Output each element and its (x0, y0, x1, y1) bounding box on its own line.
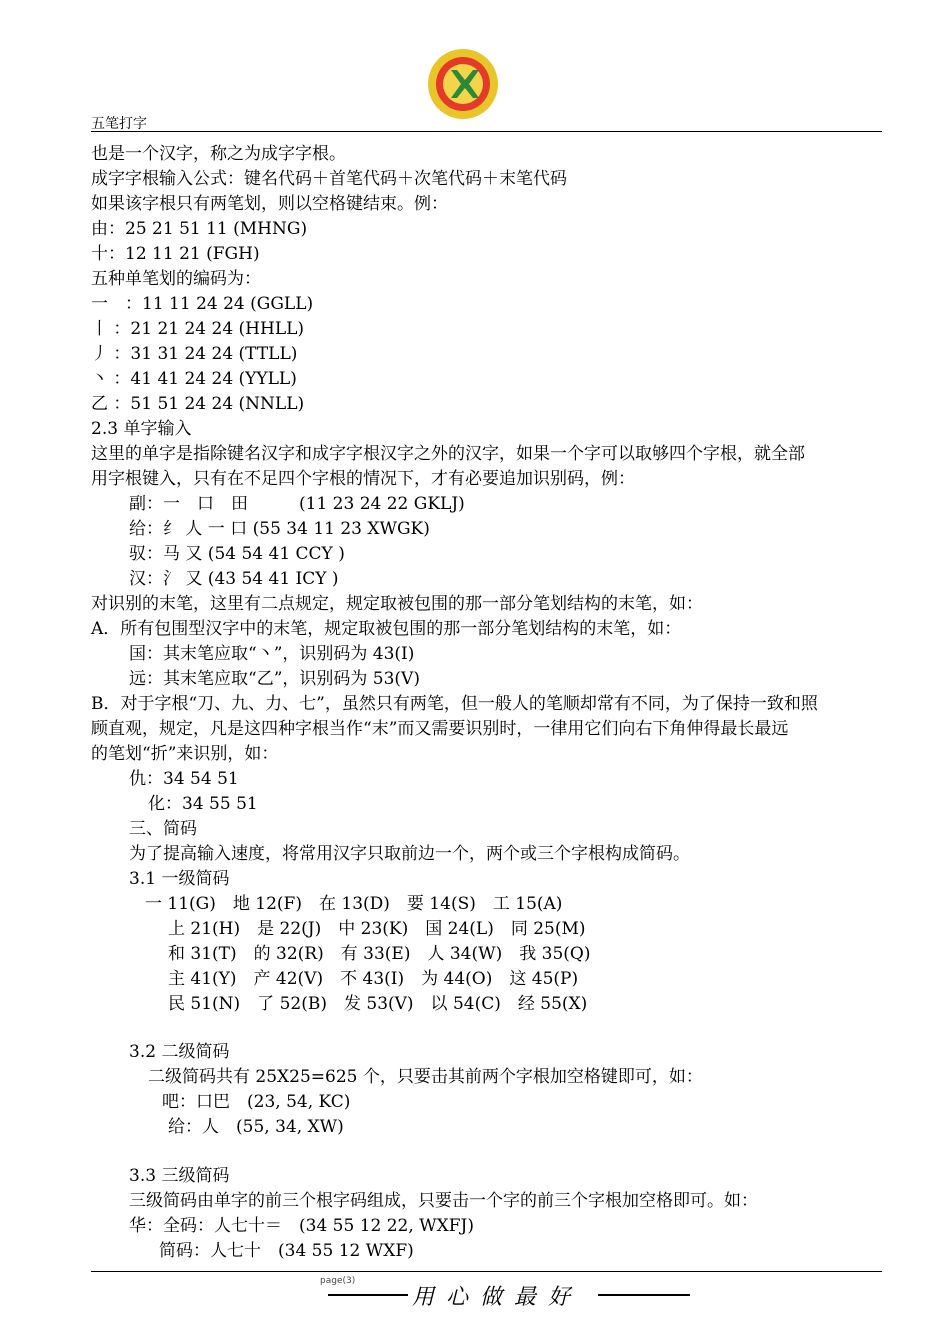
code-table-row: 上 21(H) 是 22(J) 中 23(K) 国 24(L) 同 25(M) (168, 919, 586, 939)
text-line: 对识别的末笔，这里有二点规定，规定取被包围的那一部分笔划结构的末笔，如： (91, 594, 703, 614)
text-line: 仇：34 54 51 (129, 769, 239, 789)
header-title: 五笔打字 (91, 116, 147, 132)
footer-rule-right (598, 1294, 690, 1296)
text-line: 给：纟 人 一 口 (55 34 11 23 XWGK) (129, 519, 430, 539)
code-table-row: 民 51(N) 了 52(B) 发 53(V) 以 54(C) 经 55(X) (168, 994, 588, 1014)
text-line: 为了提高输入速度，将常用汉字只取前边一个，两个或三个字根构成简码。 (129, 844, 690, 864)
text-line: 乙 ：51 51 24 24 (NNLL) (91, 394, 305, 414)
text-line: 三级简码由单字的前三个根字码组成，只要击一个字的前三个字根加空格即可。如： (129, 1191, 758, 1211)
text-line: 汉：氵 又 (43 54 41 ICY ) (129, 569, 339, 589)
text-line: 驭：马 又 (54 54 41 CCY ) (129, 544, 345, 564)
text-line: 顾直观，规定，凡是这四种字根当作“末”而又需要识别时，一律用它们向右下角伸得最长最远 (91, 719, 789, 739)
text-line: 丶 ：41 41 24 24 (YYLL) (91, 369, 297, 389)
text-line: 华：全码：人七十＝ (34 55 12 22, WXFJ) (129, 1216, 474, 1236)
text-line: 由：25 21 51 11 (MHNG) (91, 219, 308, 239)
text-line: 国：其末笔应取“丶”，识别码为 43(I) (129, 644, 415, 664)
text-line: 二级简码共有 25X25=625 个，只要击其前两个字根加空格键即可，如： (148, 1067, 703, 1087)
text-line: 的笔划“折”来识别，如： (91, 744, 279, 764)
school-logo (427, 48, 499, 120)
text-line: 五种单笔划的编码为： (91, 269, 261, 289)
code-table-row: 主 41(Y) 产 42(V) 不 43(I) 为 44(O) 这 45(P) (168, 969, 579, 989)
text-line: 化：34 55 51 (148, 794, 258, 814)
text-line: 副：一 口 田 (11 23 24 22 GKLJ) (129, 494, 465, 514)
text-line: 简码：人七十 (34 55 12 WXF) (159, 1241, 414, 1261)
text-line: 给：人 (55, 34, XW) (168, 1117, 344, 1137)
footer-rule-left (328, 1294, 408, 1296)
section-heading: 3.2 二级简码 (129, 1042, 230, 1062)
text-line: B．对于字根“刀、九、力、七”，虽然只有两笔，但一般人的笔顺却常有不同，为了保持一致和照 (91, 694, 818, 714)
text-line: 丿 ：31 31 24 24 (TTLL) (91, 344, 298, 364)
footer (320, 1278, 680, 1308)
text-line: 一 ：11 11 24 24 (GGLL) (91, 294, 314, 314)
text-line: 成字字根输入公式：键名代码＋首笔代码＋次笔代码＋末笔代码 (91, 169, 567, 189)
footer-rule (91, 1271, 882, 1272)
text-line: 用字根键入，只有在不足四个字根的情况下，才有必要追加识别码，例： (91, 469, 635, 489)
text-line: 丨 ：21 21 24 24 (HHLL) (91, 319, 305, 339)
code-table-row: 一 11(G) 地 12(F) 在 13(D) 要 14(S) 工 15(A) (145, 894, 563, 914)
section-heading: 三、简码 (129, 819, 197, 839)
footer-motto: 用心做最好 (412, 1285, 583, 1310)
text-line: 也是一个汉字，称之为成字字根。 (91, 144, 346, 164)
header-rule (91, 131, 882, 132)
text-line: 这里的单字是指除键名汉字和成字字根汉字之外的汉字，如果一个字可以取够四个字根，就全部 (91, 444, 805, 464)
section-heading: 3.3 三级简码 (129, 1166, 230, 1186)
text-line: 远：其末笔应取“乙”，识别码为 53(V) (129, 669, 420, 689)
text-line: 吧：口巴 (23, 54, KC) (162, 1092, 351, 1112)
section-heading: 3.1 一级简码 (129, 869, 230, 889)
text-line: 如果该字根只有两笔划，则以空格键结束。例： (91, 194, 448, 214)
page-number: page(3) (320, 1276, 356, 1286)
code-table-row: 和 31(T) 的 32(R) 有 33(E) 人 34(W) 我 35(Q) (168, 944, 591, 964)
text-line: 十：12 11 21 (FGH) (91, 244, 260, 264)
section-heading: 2.3 单字输入 (91, 419, 192, 439)
text-line: A．所有包围型汉字中的末笔，规定取被包围的那一部分笔划结构的末笔，如： (91, 619, 682, 639)
